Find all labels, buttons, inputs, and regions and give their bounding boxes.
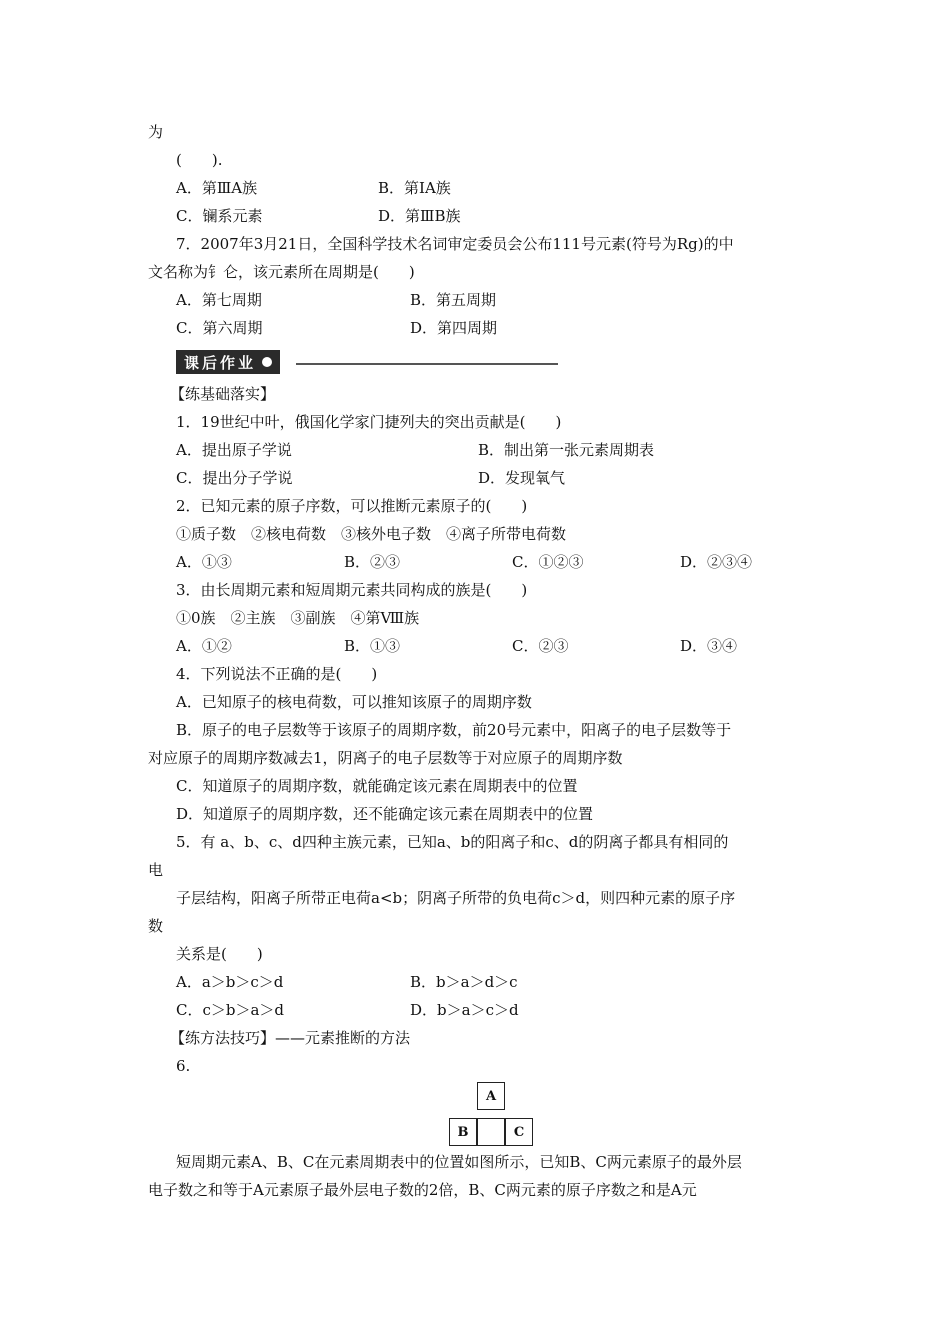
cell-empty xyxy=(477,1118,505,1146)
option-a: A．①③ xyxy=(176,553,232,571)
option-b: B．b＞a＞d＞c xyxy=(410,973,518,991)
question-2-text: 2．已知元素的原子序数，可以推断元素原子的( ) xyxy=(176,497,528,515)
question-5-text: 5．有 a、b、c、d四种主族元素，已知a、b的阳离子和c、d的阴离子都具有相同的 xyxy=(176,833,729,851)
section-banner xyxy=(176,350,280,374)
question-7-text: 7．2007年3月21日，全国科学技术名词审定委员会公布111号元素(符号为Rg)的中 xyxy=(176,235,734,253)
question-4-text: 4．下列说法不正确的是( ) xyxy=(176,665,378,683)
option-d: D．第四周期 xyxy=(410,319,498,337)
cell-b: B xyxy=(449,1118,477,1146)
option-d: D．第ⅢB族 xyxy=(378,207,461,225)
section-title: 【练方法技巧】——元素推断的方法 xyxy=(170,1029,411,1047)
question-5-text-cont: 电 xyxy=(148,861,164,879)
text-line: 为 xyxy=(148,123,164,141)
option-a: A．第七周期 xyxy=(176,291,262,309)
option-d: D．③④ xyxy=(680,637,738,655)
question-6-text-cont: 电子数之和等于A元素原子最外层电子数的2倍，B、C两元素的原子序数之和是A元 xyxy=(148,1181,697,1199)
option-d: D．②③④ xyxy=(680,553,753,571)
question-2-items: ①质子数 ②核电荷数 ③核外电子数 ④离子所带电荷数 xyxy=(176,525,567,543)
option-a: A．a＞b＞c＞d xyxy=(176,973,284,991)
question-5-text-cont: 数 xyxy=(148,917,164,935)
question-7-text-cont: 文名称为钅仑，该元素所在周期是( ) xyxy=(148,263,415,281)
option-c: C．第六周期 xyxy=(176,319,263,337)
question-5-text-cont: 子层结构，阳离子所带正电荷a<b；阴离子所带的负电荷c＞d，则四种元素的原子序 xyxy=(176,889,736,907)
question-1-text: 1．19世纪中叶，俄国化学家门捷列夫的突出贡献是( ) xyxy=(176,413,562,431)
option-c: C．①②③ xyxy=(512,553,584,571)
option-a: A．提出原子学说 xyxy=(176,441,292,459)
banner-rule xyxy=(296,363,558,365)
question-6-number: 6. xyxy=(176,1057,191,1075)
option-b: B．第五周期 xyxy=(410,291,497,309)
option-a: A．已知原子的核电荷数，可以推知该原子的周期序数 xyxy=(176,693,532,711)
section-title: 【练基础落实】 xyxy=(170,385,276,403)
option-b: B．制出第一张元素周期表 xyxy=(478,441,655,459)
option-d: D．知道原子的周期序数，还不能确定该元素在周期表中的位置 xyxy=(176,805,594,823)
question-3-text: 3．由长周期元素和短周期元素共同构成的族是( ) xyxy=(176,581,528,599)
option-b-cont: 对应原子的周期序数减去1，阴离子的电子层数等于对应原子的周期序数 xyxy=(148,749,623,767)
option-a: A．第ⅢA族 xyxy=(176,179,258,197)
option-b: B．①③ xyxy=(344,637,401,655)
option-c: C．镧系元素 xyxy=(176,207,263,225)
question-3-items: ①0族 ②主族 ③副族 ④第Ⅷ族 xyxy=(176,609,420,627)
option-c: C．②③ xyxy=(512,637,569,655)
option-d: D．发现氧气 xyxy=(478,469,566,487)
option-d: D．b＞a＞c＞d xyxy=(410,1001,519,1019)
option-a: A．①② xyxy=(176,637,232,655)
dot-icon xyxy=(262,357,272,367)
banner-label: 课后作业 xyxy=(184,353,257,372)
question-5-text-cont: 关系是( ) xyxy=(176,945,263,963)
cell-c: C xyxy=(505,1118,533,1146)
option-c: C．提出分子学说 xyxy=(176,469,293,487)
cell-a: A xyxy=(477,1082,505,1110)
option-c: C．c＞b＞a＞d xyxy=(176,1001,285,1019)
option-b: B．原子的电子层数等于该原子的周期序数，前20号元素中，阳离子的电子层数等于 xyxy=(176,721,732,739)
question-6-text: 短周期元素A、B、C在元素周期表中的位置如图所示，已知B、C两元素原子的最外层 xyxy=(176,1153,742,1171)
banner-label-box xyxy=(176,350,280,374)
option-c: C．知道原子的周期序数，就能确定该元素在周期表中的位置 xyxy=(176,777,578,795)
answer-bracket: ( ). xyxy=(176,151,223,169)
option-b: B．②③ xyxy=(344,553,401,571)
option-b: B．第ⅠA族 xyxy=(378,179,451,197)
